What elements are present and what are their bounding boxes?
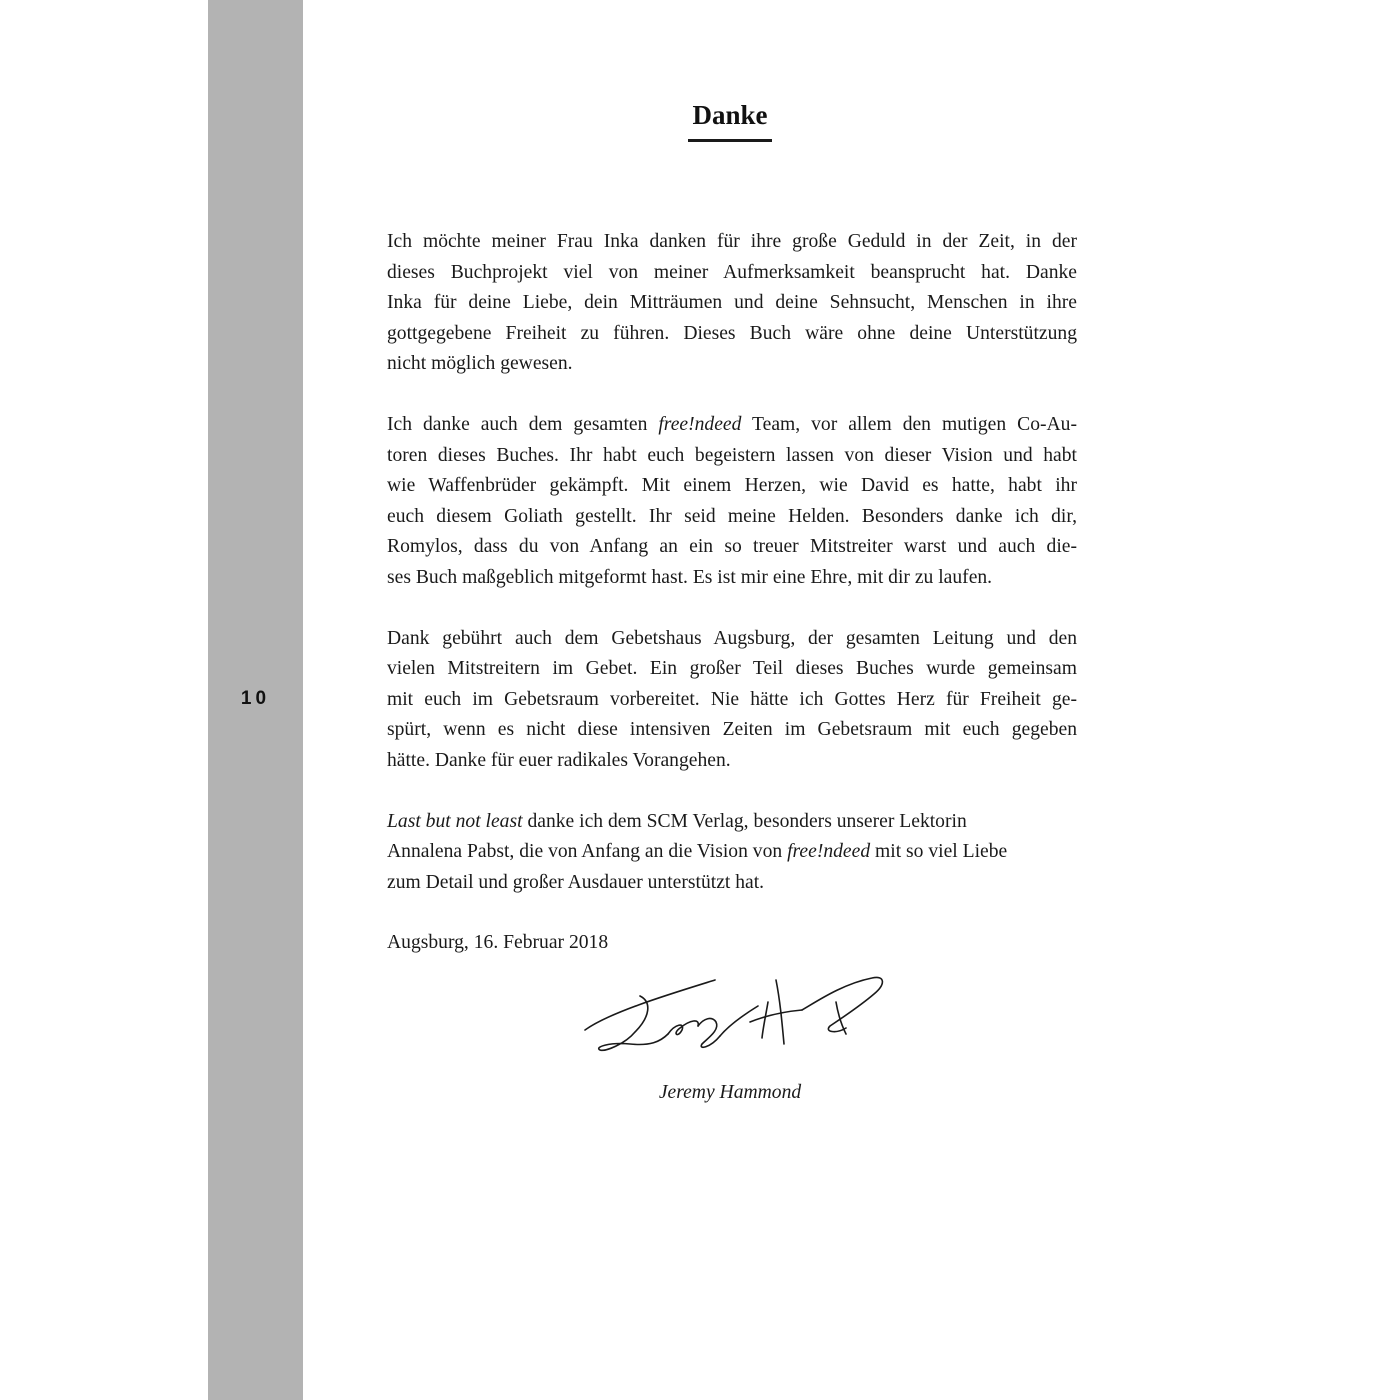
paragraph-2 (387, 410, 1077, 593)
line-text: Annalena Pabst, die von Anfang an die Vision von (387, 841, 788, 862)
italic-phrase: Last but not least (387, 810, 523, 832)
signer-name: Jeremy Hammond (658, 1082, 802, 1103)
paragraph-line: Dank gebührt auch dem Gebetshaus Augsburg, der gesamten Leitung und den (387, 627, 1077, 649)
paragraph-line: ses Buch maßgeblich mitgeformt hast. Es ist mir eine Ehre, mit dir zu laufen. (387, 566, 993, 588)
brand-name: free!ndeed (787, 841, 871, 862)
paragraph-line: hätte. Danke für euer radikales Vorangehen. (387, 749, 731, 771)
paragraph-line: euch diesem Goliath gestellt. Ihr seid meine Helden. Besonders danke ich dir, (387, 505, 1077, 527)
paragraph-line: gottgegebene Freiheit zu führen. Dieses Buch wäre ohne deine Unterstützung (387, 322, 1077, 344)
paragraph-line: zum Detail und großer Ausdauer unterstützt hat. (387, 871, 765, 893)
paragraph-3 (387, 624, 1077, 777)
title-underline (688, 139, 772, 142)
paragraph-line: spürt, wenn es nicht diese intensiven Zeiten im Gebetsraum mit euch gegeben (387, 719, 1077, 740)
paragraph-line: dieses Buchprojekt viel von meiner Aufmerksamkeit beansprucht hat. Danke (387, 261, 1077, 283)
paragraph-1 (387, 227, 1077, 380)
line-text: Team, vor allem den mutigen Co-Au- (741, 414, 1077, 435)
line-text: danke ich dem SCM Verlag, besonders unserer Lektorin (522, 810, 967, 832)
paragraph-line (387, 837, 1077, 868)
paragraph-line: nicht möglich gewesen. (387, 353, 573, 374)
acknowledgements-body (387, 227, 1077, 929)
paragraph-line: vielen Mitstreitern im Gebet. Ein großer Teil dieses Buches wurde gemeinsam (387, 658, 1077, 679)
brand-name: free!ndeed (658, 414, 742, 435)
paragraph-line (387, 410, 1077, 441)
paragraph-4 (387, 807, 1077, 899)
paragraph-line: Inka für deine Liebe, dein Mitträumen und deine Sehnsucht, Menschen in ihre (387, 292, 1077, 313)
handwritten-signature (580, 972, 900, 1062)
paragraph-line: Romylos, dass du von Anfang an ein so treuer Mitstreiter warst und auch die- (387, 536, 1077, 557)
line-text: mit so viel Liebe (870, 841, 1008, 862)
paragraph-line: mit euch im Gebetsraum vorbereitet. Nie hätte ich Gottes Herz für Freiheit ge- (387, 688, 1077, 710)
dateline: Augsburg, 16. Februar 2018 (387, 932, 609, 953)
paragraph-line: toren dieses Buches. Ihr habt euch begeistern lassen von dieser Vision und habt (387, 444, 1077, 466)
paragraph-line: wie Waffenbrüder gekämpft. Mit einem Herzen, wie David es hatte, habt ihr (387, 475, 1077, 496)
page-title: Danke (692, 100, 768, 130)
page-number: 10 (240, 688, 271, 709)
paragraph-line: Ich möchte meiner Frau Inka danken für ihre große Geduld in der Zeit, in der (387, 231, 1077, 252)
paragraph-line (387, 807, 1077, 838)
line-text: Ich danke auch dem gesamten (387, 414, 659, 435)
